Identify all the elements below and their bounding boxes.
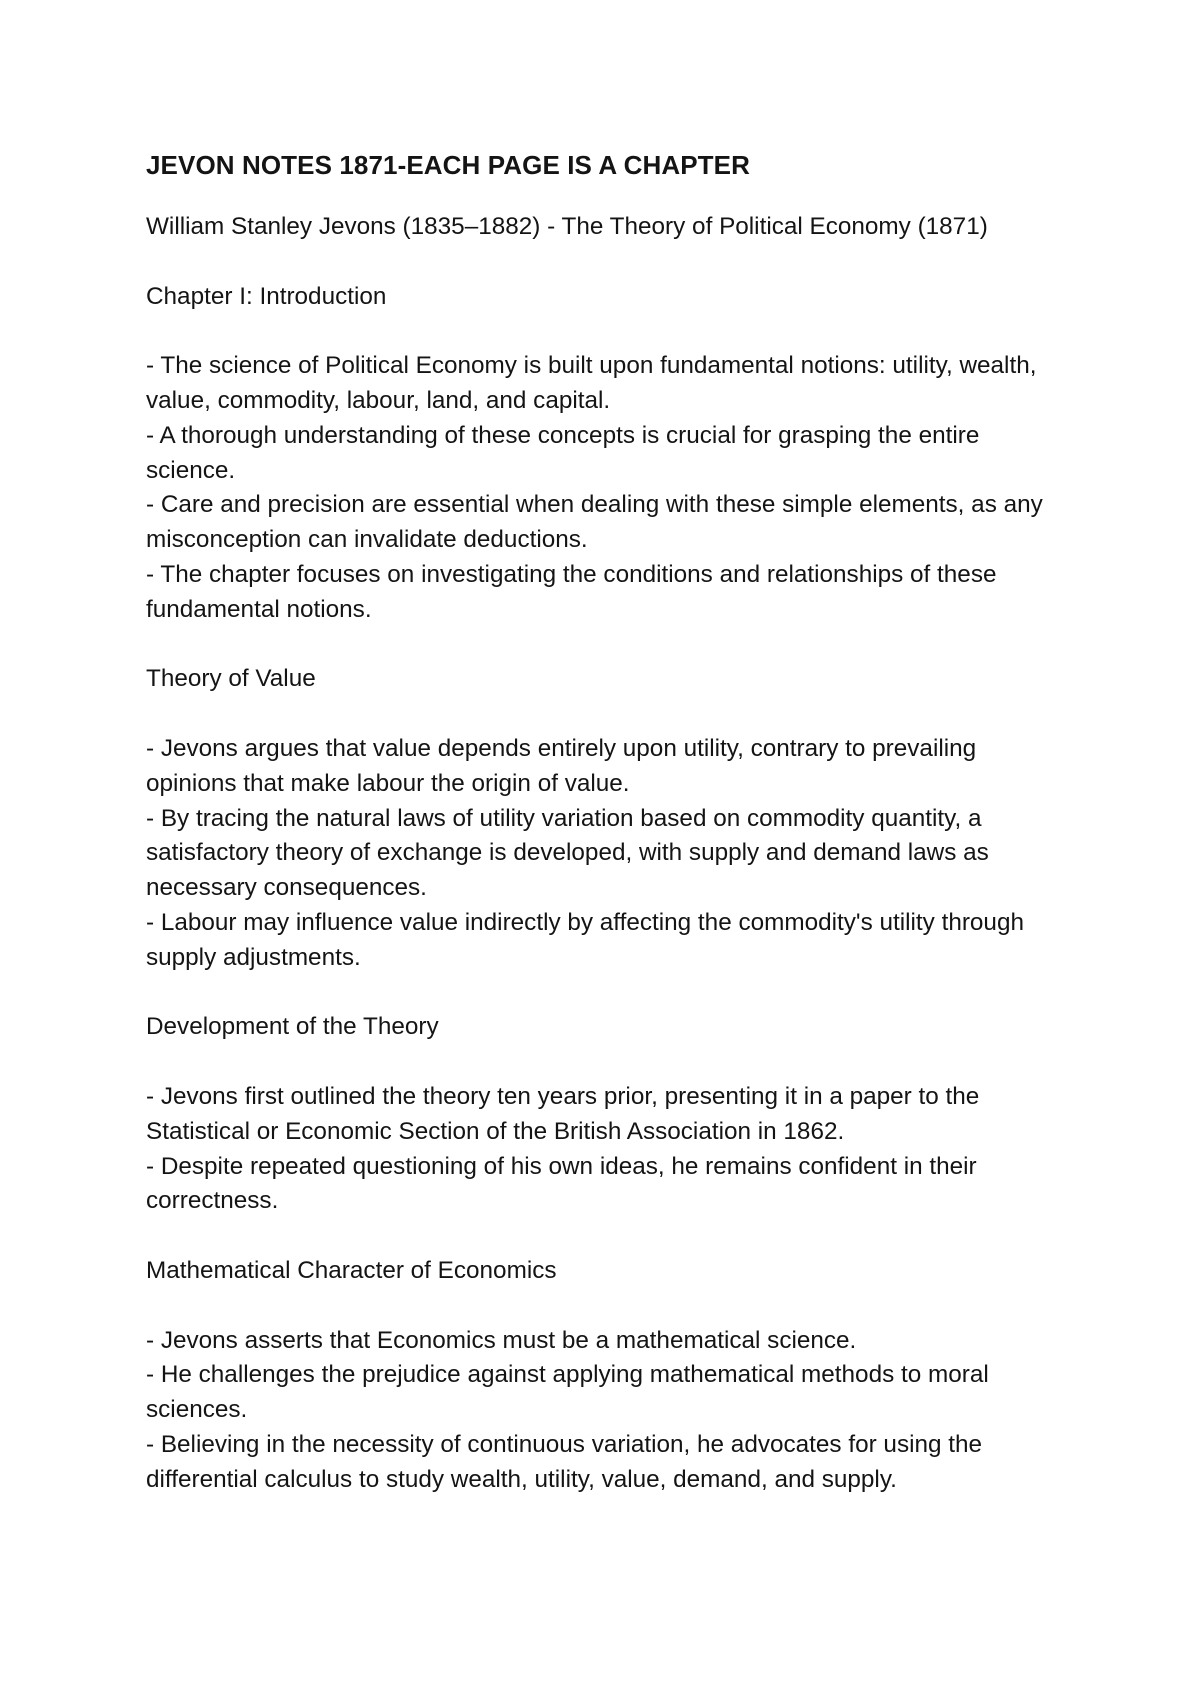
section-development xyxy=(146,1010,1066,1219)
section-introduction xyxy=(146,280,1066,628)
bullet-item: - Care and precision are essential when dealing with these simple elements, as any misconception can invalidate deductions. xyxy=(146,491,1043,554)
bullet-item: - Despite repeated questioning of his own ideas, he remains confident in their correctness. xyxy=(146,1152,977,1215)
bullet-list xyxy=(146,732,1066,976)
section-heading: Theory of Value xyxy=(146,665,316,693)
bullet-item: - By tracing the natural laws of utility variation based on commodity quantity, a satisfactory theory of exchange is developed, with supply and demand laws as necessary consequences. xyxy=(146,804,989,902)
section-heading: Mathematical Character of Economics xyxy=(146,1256,557,1284)
bullet-list xyxy=(146,349,1066,627)
bullet-item: - Believing in the necessity of continuous variation, he advocates for using the differential calculus to study wealth, utility, value, demand, and supply. xyxy=(146,1430,983,1493)
bullet-list xyxy=(146,1080,1066,1219)
bullet-item: - Jevons argues that value depends entirely upon utility, contrary to prevailing opinions that make labour the origin of value. xyxy=(146,734,977,797)
document-intro: William Stanley Jevons (1835–1882) - The Theory of Political Economy (1871) xyxy=(146,213,988,240)
section-heading: Development of the Theory xyxy=(146,1013,439,1041)
section-mathematical-character xyxy=(146,1254,1066,1498)
bullet-item: - Jevons first outlined the theory ten years prior, presenting it in a paper to the Statistical or Economic Section of the British Association in 1862. xyxy=(146,1082,980,1145)
document-title: JEVON NOTES 1871-EACH PAGE IS A CHAPTER xyxy=(146,150,750,180)
bullet-item: - The chapter focuses on investigating the conditions and relationships of these fundamental notions. xyxy=(146,560,997,623)
section-theory-of-value xyxy=(146,662,1066,975)
bullet-list xyxy=(146,1324,1066,1498)
bullet-item: - A thorough understanding of these concepts is crucial for grasping the entire science. xyxy=(146,421,980,484)
section-heading: Chapter I: Introduction xyxy=(146,282,387,310)
bullet-item: - Labour may influence value indirectly by affecting the commodity's utility through supply adjustments. xyxy=(146,908,1024,971)
document-page xyxy=(146,148,1066,1532)
bullet-item: - He challenges the prejudice against applying mathematical methods to moral sciences. xyxy=(146,1361,989,1424)
bullet-item: - The science of Political Economy is built upon fundamental notions: utility, wealth, value, commodity, labour, land, and capital. xyxy=(146,352,1037,414)
bullet-item: - Jevons asserts that Economics must be a mathematical science. xyxy=(146,1326,857,1354)
